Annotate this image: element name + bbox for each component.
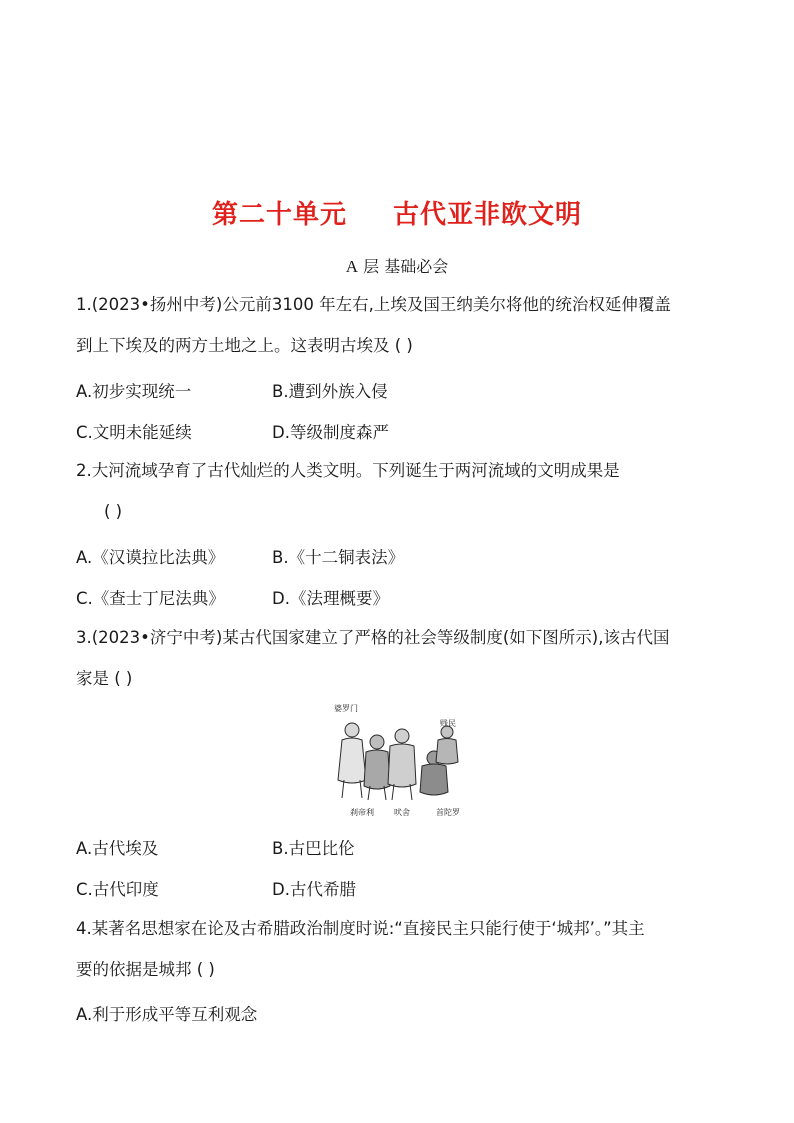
question-2-option-d: D.《法理概要》 bbox=[272, 589, 389, 608]
figure-label-brahmin: 婆罗门 bbox=[334, 704, 358, 713]
level-letter: A bbox=[345, 257, 359, 276]
question-1-option-b: B.遭到外族入侵 bbox=[272, 382, 388, 401]
question-2-option-b: B.《十二铜表法》 bbox=[272, 548, 405, 567]
dalit-figure-body bbox=[436, 739, 458, 765]
question-4-line-2: 要的依据是城邦 ( ) bbox=[76, 960, 215, 979]
unit-topic: 古代亚非欧文明 bbox=[393, 200, 583, 230]
question-2-line-1: 2.大河流域孕育了古代灿烂的人类文明。下列诞生于两河流域的文明成果是 bbox=[76, 461, 620, 480]
level-text: 层 基础必会 bbox=[363, 257, 449, 276]
question-2-line-2: ( ) bbox=[104, 502, 123, 521]
question-2-option-c: C.《查士丁尼法典》 bbox=[76, 589, 225, 608]
vaishya-figure-head bbox=[395, 729, 409, 743]
kshatriya-figure-head bbox=[370, 735, 384, 749]
question-4 bbox=[76, 908, 726, 990]
question-1-line-2: 到上下埃及的两方土地之上。这表明古埃及 ( ) bbox=[76, 336, 413, 355]
question-3-option-c: C.古代印度 bbox=[76, 880, 159, 899]
question-2-option-a: A.《汉谟拉比法典》 bbox=[76, 548, 225, 567]
level-heading bbox=[0, 254, 794, 277]
figure-label-shudra: 首陀罗 bbox=[436, 808, 460, 817]
kshatriya-figure-body bbox=[364, 750, 390, 789]
question-4-option-a: A.利于形成平等互利观念 bbox=[76, 1005, 258, 1024]
question-3-option-a: A.古代埃及 bbox=[76, 839, 159, 858]
vaishya-figure-body bbox=[388, 744, 416, 787]
shudra-figure-body bbox=[420, 764, 448, 795]
question-1-option-c: C.文明未能延续 bbox=[76, 423, 192, 442]
question-3-option-b: B.古巴比伦 bbox=[272, 839, 355, 858]
brahmin-figure-body bbox=[338, 738, 366, 783]
brahmin-figure-head bbox=[345, 723, 359, 737]
unit-number: 第二十单元 bbox=[211, 200, 347, 230]
figure-label-vaishya: 吠舍 bbox=[394, 808, 410, 817]
question-1-line-1: 1.(2023•扬州中考)公元前3100 年左右,上埃及国王纳美尔将他的统治权延伸覆盖 bbox=[76, 295, 671, 314]
question-3 bbox=[76, 617, 726, 699]
question-4-line-1: 4.某著名思想家在论及古希腊政治制度时说:“直接民主只能行使于‘城邦’。”其主 bbox=[76, 919, 645, 938]
question-1-option-a: A.初步实现统一 bbox=[76, 382, 192, 401]
question-2 bbox=[76, 450, 726, 532]
figure-label-kshatriya: 刹帝利 bbox=[350, 808, 374, 817]
figure-label-dalit: 贱民 bbox=[440, 719, 456, 728]
question-3-option-d: D.古代希腊 bbox=[272, 880, 356, 899]
unit-title bbox=[0, 194, 794, 231]
question-1-option-d: D.等级制度森严 bbox=[272, 423, 389, 442]
question-3-line-2: 家是 ( ) bbox=[76, 669, 133, 688]
question-1 bbox=[76, 284, 726, 366]
caste-illustration bbox=[322, 700, 472, 820]
question-3-line-1: 3.(2023•济宁中考)某古代国家建立了严格的社会等级制度(如下图所示),该古代国 bbox=[76, 628, 670, 647]
